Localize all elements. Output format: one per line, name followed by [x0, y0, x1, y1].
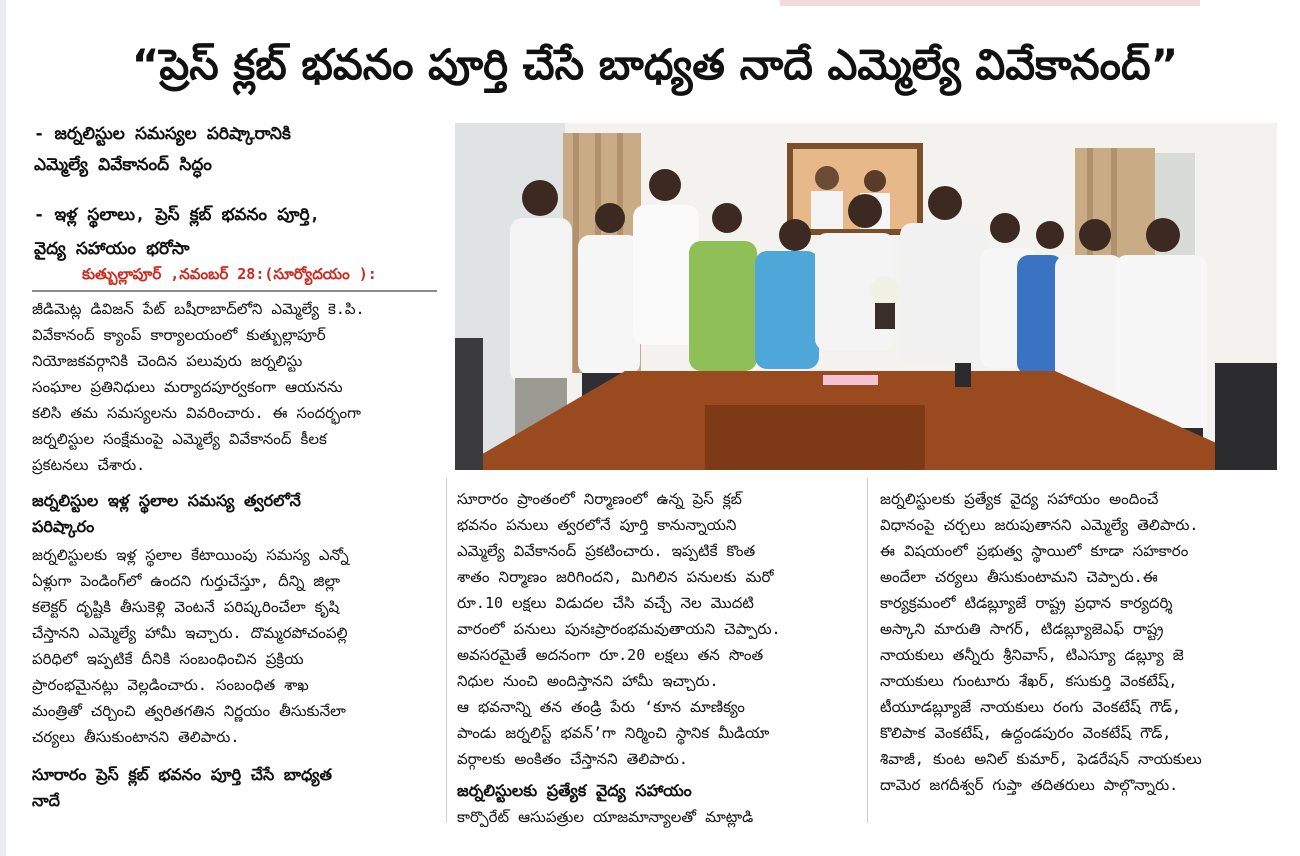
subhead-3: - ఇళ్ల స్థలాలు, ప్రెస్ క్లబ్ భవనం పూర్తి,	[34, 205, 320, 225]
col3-para-participants: జర్నలిస్టులకు ప్రత్యేక వైద్య సహాయం అందించే విధానంపై చర్చలు జరుపుతానని ఎమ్మెల్యే తెలిపారు. ఈ విషయంలో ప్రభుత్వ స్థాయిలో కూడా సహకారం అందేలా చర్యలు తీసుకుంటామని చెప్పారు.ఈ కార్యక్రమంలో టిడబ్ల్యూజే రాష్ట్ర ప్రధాన కార్యదర్శి అస్కాని మారుతి సాగర్, టిడబ్ల్యూజెఎఫ్ రాష్ట్ర నాయకులు తన్నీరు శ్రీనివాస్, టిఎస్యూ డబ్ల్యూ జె నాయకులు గుంటూరు శేఖర్, కసుకుర్తి వెంకటేష్, టీయూడబ్ల్యూజే నాయకులు రంగు వెంకటేష్ గౌడ్, కొలిపాక వెంకటేష్, ఉద్దండపురం వెంకటేష్ గౌడ్, శివాజీ, కుంట అనిల్ కుమార్, ఫెడరేషన్ నాయకులు దామెర జగదీశ్వర్ గుప్తా తదితరులు పాల్గొన్నారు.	[880, 490, 1202, 794]
col1-intro: జీడిమెట్ల డివిజన్ పేట్ బషీరాబాద్‌లోని ఎమ్మెల్యే కె.పి. వివేకానంద్ క్యాంప్ కార్యాలయంలో కుత్బుల్లాపూర్ నియోజకవర్గానికి చెందిన పలువురు జర్నలిస్టు సంఘాల ప్రతినిధులు మర్యాదపూర్వకంగా ఆయనను కలిసి తమ సమస్యలను వివరించారు. ఈ సందర్భంగా జర్నలిస్టుల సంక్షేమంపై ఎమ్మెల్యే వివేకానంద్ కీలక ప్రకటనలు చేశారు.	[32, 300, 365, 474]
col2-para-press-club: సూరారం ప్రాంతంలో నిర్మాణంలో ఉన్న ప్రెస్ క్లబ్ భవనం పనులు త్వరలోనే పూర్తి కానున్నాయని ఎమ్మెల్యే వివేకానంద్ ప్రకటించారు. ఇప్పటికే కొంత శాతం నిర్మాణం జరిగిందని, మిగిలిన పనులకు మరో రూ.10 లక్షలు విడుదల చేసి వచ్చే నెల మొదటి వారంలో పనులు పునఃప్రారంభమవుతాయని చెప్పారు. అవసరమైతే అదనంగా రూ.20 లక్షలు తన సొంత నిధుల నుంచి అందిస్తానని హామీ ఇచ్చారు. ఆ భవనాన్ని తన తండ్రి పేరు ‘కూన మాణిక్యం పాండు జర్నలిస్ట్ భవన్’గా నిర్మించి స్థానిక మీడియా వర్గాలకు అంకితం చేస్తానని తెలిపారు.	[457, 490, 781, 768]
top-strip	[780, 0, 1200, 6]
col2-heading-medical: జర్నలిస్టులకు ప్రత్యేక వైద్య సహాయం	[457, 781, 692, 800]
photo-scene	[455, 123, 1277, 470]
subhead-2: ఎమ్మెల్యే వివేకానంద్ సిద్ధం	[34, 155, 212, 175]
news-photo	[455, 123, 1277, 470]
column-divider-2	[867, 478, 868, 823]
col1-heading-house-sites: జర్నలిస్టుల ఇళ్ల స్థలాల సమస్య త్వరలోనే పరిష్కారం	[32, 491, 301, 536]
dateline: కుత్బుల్లాపూర్ ,నవంబర్ 28:(సూర్యోదయం ):	[82, 265, 377, 283]
col1-para-house-sites: జర్నలిస్టులకు ఇళ్ల స్థలాల కేటాయింపు సమస్య ఎన్నో ఏళ్లుగా పెండింగ్‌లో ఉందని గుర్తుచేస్తూ, దీన్ని జిల్లా కలెక్టర్ దృష్టికి తీసుకెళ్లి వెంటనే పరిష్కరించేలా కృషి చేస్తానని ఎమ్మెల్యే హామీ ఇచ్చారు. దొమ్మరపోచంపల్లి పరిధిలో ఇప్పటికే దీనికి సంబంధించిన ప్రక్రియ ప్రారంభమైనట్లు వెల్లడించారు. సంబంధిత శాఖ మంత్రితో చర్చించి త్వరితగతిన నిర్ణయం తీసుకునేలా చర్యలు తీసుకుంటానని తెలిపారు.	[32, 546, 349, 746]
headline: “ప్రెస్ క్లబ్ భవనం పూర్తి చేసే బాధ్యత నాదే ఎమ్మెల్యే వివేకానంద్”	[131, 40, 1179, 89]
subhead-4: వైద్య సహాయం భరోసా	[34, 239, 190, 259]
subhead-1: - జర్నలిస్టుల సమస్యల పరిష్కారానికి	[34, 124, 291, 144]
col1-heading-press-club: సూరారం ప్రెస్ క్లబ్ భవనం పూర్తి చేసే బాధ్యత నాదే	[32, 765, 332, 810]
column-divider-1	[446, 478, 447, 823]
page-edge	[0, 0, 6, 856]
col2-para-medical: కార్పొరేట్ ఆసుపత్రుల యాజమాన్యాలతో మాట్లాడి	[457, 808, 754, 826]
dateline-rule	[32, 290, 437, 292]
